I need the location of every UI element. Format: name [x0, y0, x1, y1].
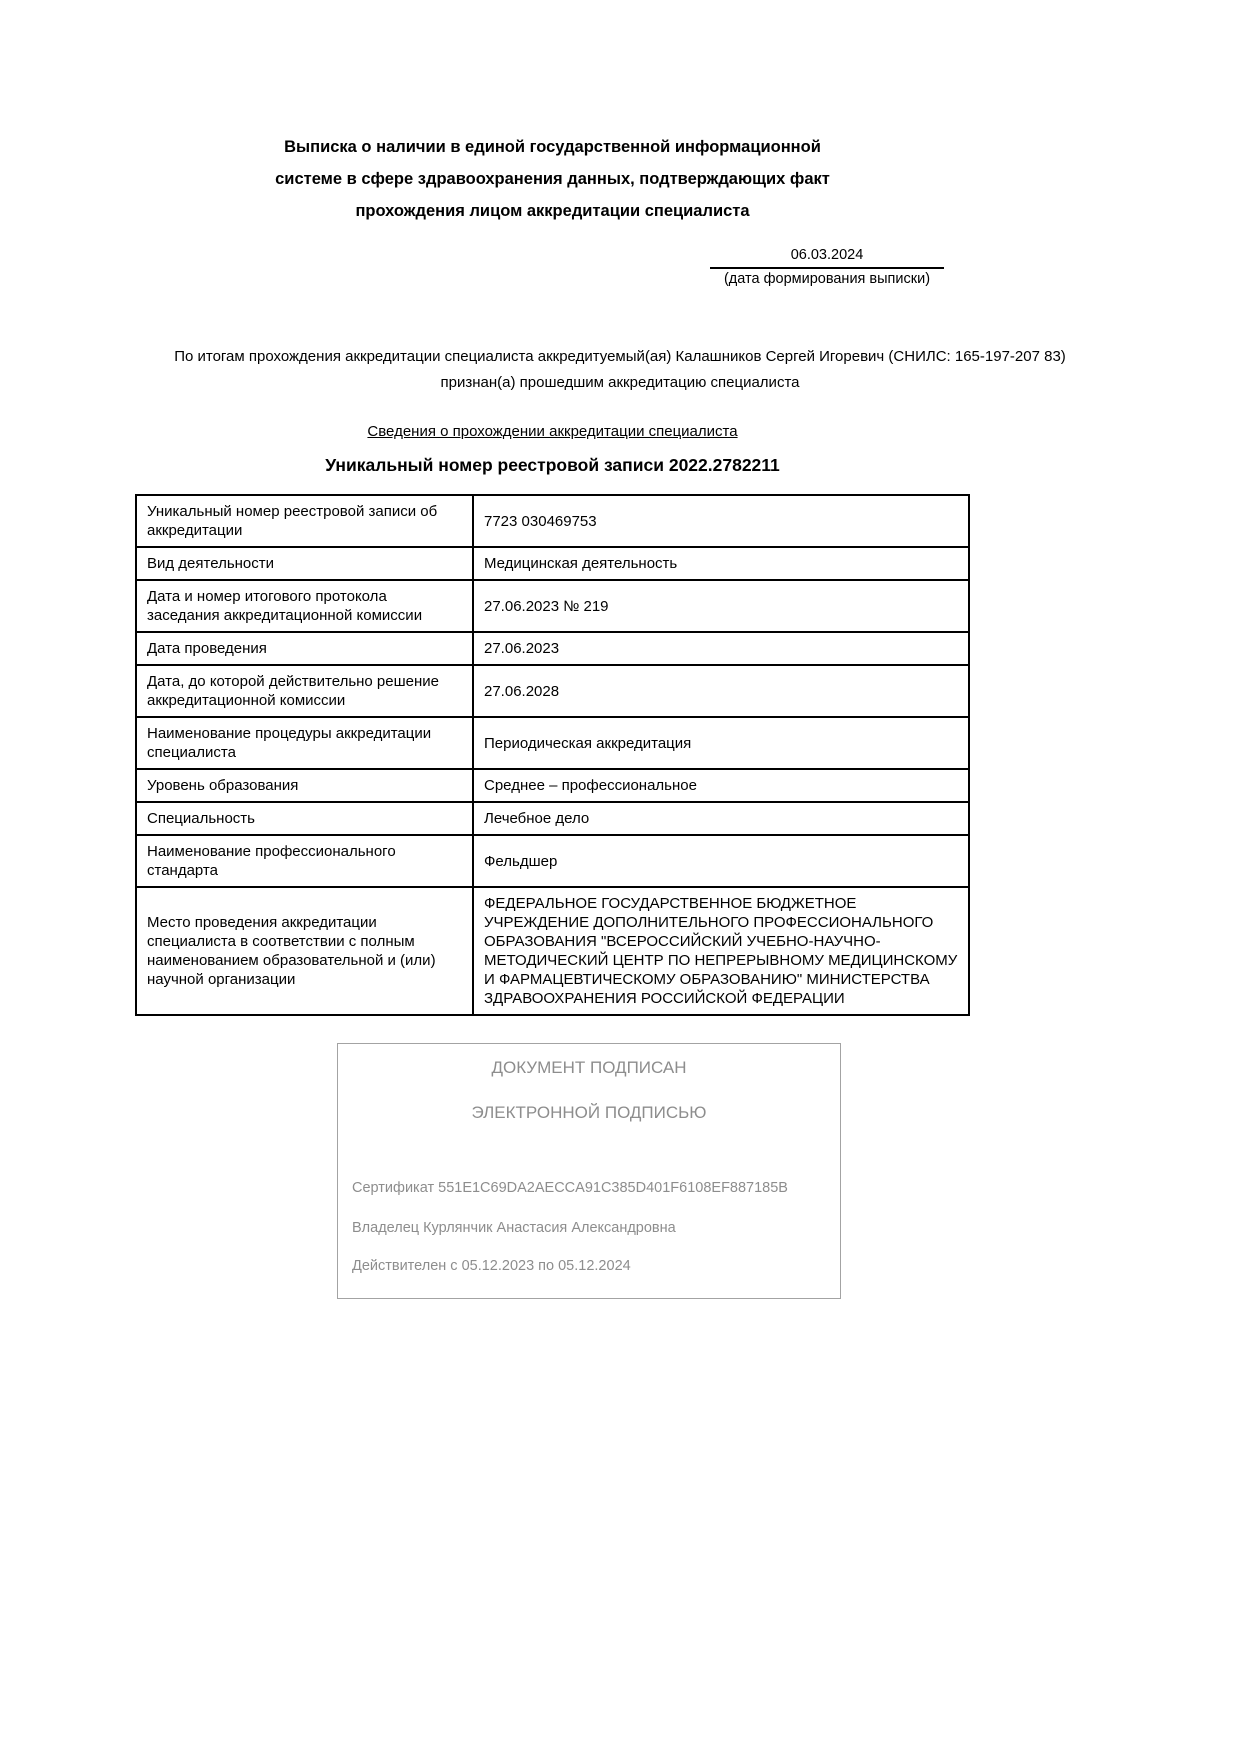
- row-label-cell: Дата проведения: [136, 632, 473, 665]
- row-label-cell: Специальность: [136, 802, 473, 835]
- accreditation-table: [135, 494, 970, 1016]
- table-row: [136, 632, 969, 665]
- row-value-cell: 7723 030469753: [473, 495, 969, 547]
- table-row: [136, 665, 969, 717]
- table-row: [136, 769, 969, 802]
- row-value-cell: Фельдшер: [473, 835, 969, 887]
- row-label-cell: Наименование профессионального стандарта: [136, 835, 473, 887]
- extract-date-caption: (дата формирования выписки): [723, 271, 931, 287]
- row-value-cell: ФЕДЕРАЛЬНОЕ ГОСУДАРСТВЕННОЕ БЮДЖЕТНОЕ УЧРЕЖДЕНИЕ ДОПОЛНИТЕЛЬНОГО ПРОФЕССИОНАЛЬНОГО ОБРАЗОВАНИЯ "ВСЕРОССИЙСКИЙ УЧЕБНО-НАУЧНО-МЕТОДИЧЕСКИЙ ЦЕНТР ПО НЕПРЕРЫВНОМУ МЕДИЦИНСКОМУ И ФАРМАЦЕВТИЧЕСКОМУ ОБРАЗОВАНИЮ" МИНИСТЕРСТВА ЗДРАВООХРАНЕНИЯ РОССИЙСКОЙ ФЕДЕРАЦИИ: [473, 887, 969, 1015]
- row-label-cell: Уникальный номер реестровой записи об аккредитации: [136, 495, 473, 547]
- row-label-cell: Наименование процедуры аккредитации специалиста: [136, 717, 473, 769]
- table-row: [136, 802, 969, 835]
- registry-number-heading: Уникальный номер реестровой записи 2022.2782211: [325, 455, 780, 475]
- row-value-cell: Периодическая аккредитация: [473, 717, 969, 769]
- signature-header-line-1: ДОКУМЕНТ ПОДПИСАН: [491, 1058, 687, 1077]
- table-row: [136, 887, 969, 1015]
- signature-validity: Действителен с 05.12.2023 по 05.12.2024: [352, 1258, 631, 1274]
- row-value-cell: 27.06.2028: [473, 665, 969, 717]
- table-row: [136, 547, 969, 580]
- table-row: [136, 835, 969, 887]
- signature-certificate: Сертификат 551E1C69DA2AECCA91C385D401F6108EF887185B: [352, 1180, 788, 1196]
- document-title-line-3: прохождения лицом аккредитации специалиста: [355, 202, 750, 220]
- signature-header-line-2: ЭЛЕКТРОННОЙ ПОДПИСЬЮ: [471, 1103, 707, 1122]
- row-label-cell: Уровень образования: [136, 769, 473, 802]
- row-value-cell: Лечебное дело: [473, 802, 969, 835]
- electronic-signature-stamp: [337, 1043, 841, 1299]
- section-heading: Сведения о прохождении аккредитации специалиста: [367, 423, 738, 440]
- row-value-cell: Среднее – профессиональное: [473, 769, 969, 802]
- row-value-cell: 27.06.2023: [473, 632, 969, 665]
- row-value-cell: Медицинская деятельность: [473, 547, 969, 580]
- extract-date-value: 06.03.2024: [710, 247, 944, 269]
- row-value-cell: 27.06.2023 № 219: [473, 580, 969, 632]
- row-label-cell: Дата, до которой действительно решение аккредитационной комиссии: [136, 665, 473, 717]
- document-title: [135, 0, 970, 227]
- table-row: [136, 580, 969, 632]
- table-row: [136, 495, 969, 547]
- intro-paragraph: По итогам прохождения аккредитации специалиста аккредитуемый(ая) Калашников Сергей Игоревич (СНИЛС: 165-197-207 83) признан(а) прошедшим аккредитацию специалиста: [174, 348, 1066, 391]
- row-label-cell: Вид деятельности: [136, 547, 473, 580]
- extract-date-block: [710, 247, 944, 288]
- row-label-cell: Место проведения аккредитации специалиста в соответствии с полным наименованием образовательной и (или) научной организации: [136, 887, 473, 1015]
- document-title-line-2: системе в сфере здравоохранения данных, подтверждающих факт: [275, 170, 830, 188]
- signature-owner: Владелец Курлянчик Анастасия Александровна: [352, 1220, 676, 1236]
- document-title-line-1: Выписка о наличии в единой государственной информационной: [284, 138, 821, 156]
- row-label-cell: Дата и номер итогового протокола заседания аккредитационной комиссии: [136, 580, 473, 632]
- table-row: [136, 717, 969, 769]
